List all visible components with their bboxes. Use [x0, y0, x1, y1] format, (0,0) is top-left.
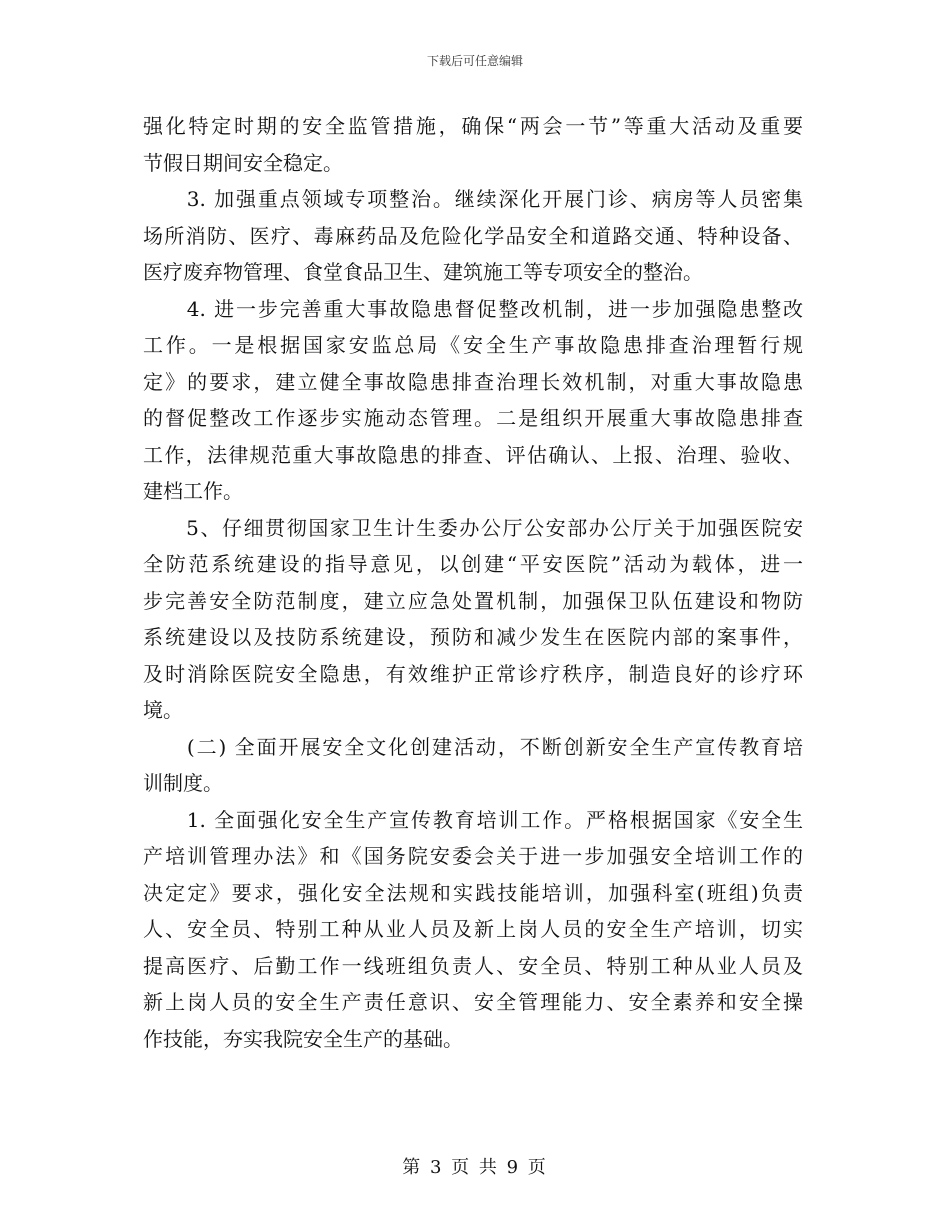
text-line: 系统建设以及技防系统建设，预防和减少发生在医院内部的案事件，	[143, 625, 803, 649]
text-line: 3. 加强重点领域专项整治。继续深化开展门诊、病房等人员密集	[143, 187, 803, 211]
text-line: 建档工作。	[143, 479, 243, 503]
text-line: 5、仔细贯彻国家卫生计生委办公厅公安部办公厅关于加强医院安	[143, 515, 803, 540]
text-line: 境。	[143, 698, 183, 722]
text-line: 节假日期间安全稳定。	[143, 150, 343, 175]
text-line: 4. 进一步完善重大事故隐患督促整改机制，进一步加强隐患整改	[143, 296, 803, 321]
text-line: 人、安全员、特别工种从业人员及新上岗人员的安全生产培训，切实	[143, 917, 803, 941]
text-line: 1. 全面强化安全生产宣传教育培训工作。严格根据国家《安全生	[143, 807, 803, 832]
page-footer: 第 3 页 共 9 页	[402, 1157, 548, 1178]
text-line: 步完善安全防范制度，建立应急处置机制，加强保卫队伍建设和物防	[143, 588, 803, 613]
text-line: 提高医疗、后勤工作一线班组负责人、安全员、特别工种从业人员及	[143, 953, 803, 978]
text-line: 工作，法律规范重大事故隐患的排查、评估确认、上报、治理、验收、	[143, 442, 803, 467]
text-line: 的督促整改工作逐步实施动态管理。二是组织开展重大事故隐患排查	[143, 406, 803, 430]
text-line: 新上岗人员的安全生产责任意识、安全管理能力、安全素养和安全操	[143, 990, 803, 1014]
text-line: 作技能，夯实我院安全生产的基础。	[143, 1026, 463, 1051]
text-line: 场所消防、医疗、毒麻药品及危险化学品安全和道路交通、特种设备、	[143, 223, 803, 248]
text-line: 及时消除医院安全隐患，有效维护正常诊疗秩序，制造良好的诊疗环	[143, 661, 803, 686]
document-body	[143, 108, 803, 1057]
text-line: 强化特定时期的安全监管措施，确保“两会一节”等重大活动及重要	[143, 114, 803, 138]
text-line: 产培训管理办法》和《国务院安委会关于进一步加强安全培训工作的	[143, 844, 803, 868]
text-line: 训制度。	[143, 771, 223, 795]
text-line: 决定定》要求，强化安全法规和实践技能培训，加强科室(班组)负责	[143, 880, 803, 905]
text-line: 全防范系统建设的指导意见，以创建“平安医院”活动为载体，进一	[143, 552, 803, 576]
text-line: 工作。一是根据国家安监总局《安全生产事故隐患排查治理暂行规	[143, 333, 803, 357]
text-line: (二) 全面开展安全文化创建活动，不断创新安全生产宣传教育培	[143, 734, 803, 759]
text-line: 医疗废弃物管理、食堂食品卫生、建筑施工等专项安全的整治。	[143, 260, 703, 284]
page-header: 下载后可任意编辑	[426, 54, 523, 68]
text-line: 定》的要求，建立健全事故隐患排查治理长效机制，对重大事故隐患	[143, 369, 803, 394]
